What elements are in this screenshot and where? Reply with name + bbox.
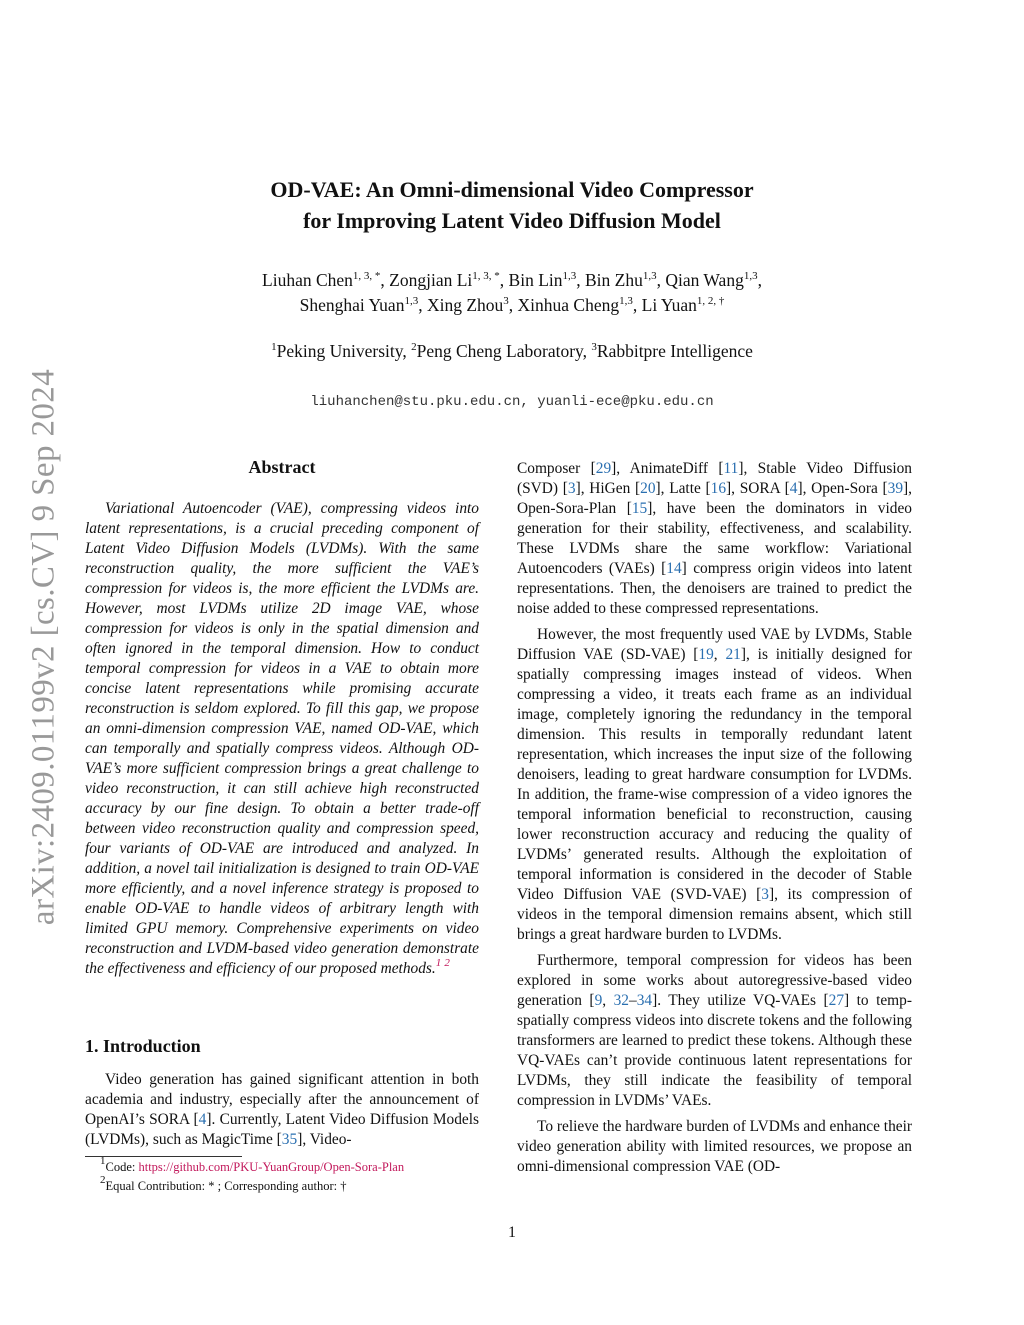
- author-affiliation-mark: 1, 2, †: [696, 295, 725, 307]
- citation-link[interactable]: 9: [594, 992, 603, 1009]
- citation-link[interactable]: 29: [595, 460, 612, 477]
- text-run: ,: [602, 992, 614, 1009]
- text-run: ] compress origin videos into latent representations. Then, the denoisers are trained to predict the noise added to these compressed representations.: [517, 560, 912, 617]
- citation-link[interactable]: 4: [789, 480, 798, 497]
- affiliation-mark: 1: [271, 341, 277, 353]
- footnote-mark: 2: [100, 1174, 106, 1186]
- text-run: ]. Currently, Latent Video Diffusion Models (LVDMs), such as MagicTime [: [85, 1111, 480, 1148]
- text-run: ] to temp-spatially compress videos into discrete tokens and the following transformers are learned to predict these tokens. Although these VQ-VAEs can’t provide continuous latent representations for LVDMs, they still indicate the feasibility of temporal compression in LVDMs’ VAEs.: [517, 992, 912, 1109]
- citation-link[interactable]: 15: [631, 500, 648, 517]
- text-run: Video generation has gained significant attention in both academia and industry, especially after the announcement of OpenAI’s SORA [: [85, 1071, 479, 1128]
- author-name: Zongjian Li: [389, 270, 473, 290]
- text-run: However, the most frequently used VAE by LVDMs, Stable Diffusion VAE (SD-VAE) [: [517, 626, 912, 663]
- affiliation-name: Peng Cheng Laboratory: [416, 341, 583, 361]
- footnote-rule: [85, 1156, 242, 1157]
- abstract-heading: Abstract: [248, 457, 316, 477]
- body-paragraph: [517, 1117, 912, 1177]
- abstract-text: Variational Autoencoder (VAE), compressing videos into latent representations, is a crucial preceding component of Latent Video Diffusion Models (LVDMs). With the same reconstruction quality, the more sufficient the VAE’s compression for videos is, the more efficient the LVDMs are. However, most LVDMs utilize 2D image VAE, whose compression for videos is only in the spatial dimension and often ignored in the temporal dimension. How to conduct temporal compression for videos in a VAE to obtain more concise latent representations while promising accurate reconstruction is seldom explored. To fill this gap, we propose an omni-dimension compression VAE, named OD-VAE, which can temporally and spatially compress videos. Although OD-VAE’s more sufficient compression brings a great challenge to video reconstruction, it can still achieve high reconstructed accuracy by our fine design. To obtain a better trade-off between video reconstruction quality and compression speed, four variants of OD-VAE are introduced and analyzed. In addition, a novel tail initialization is designed to train OD-VAE more efficiently, and a novel inference strategy is proposed to enable OD-VAE to handle videos of arbitrary length with limited GPU memory. Comprehensive experiments on video reconstruction and LVDM-based video generation demonstrate the effectiveness and efficiency of our proposed methods.: [85, 500, 479, 977]
- text-run: ], Video-: [297, 1131, 352, 1148]
- text-run: ]. They utilize VQ-VAEs [: [652, 992, 829, 1009]
- text-run: ], Open-Sora-Plan [: [517, 480, 913, 517]
- citation-link[interactable]: 32: [613, 992, 629, 1009]
- title-line-1: OD-VAE: An Omni-dimensional Video Compressor: [270, 177, 754, 202]
- citation-link[interactable]: 21: [725, 646, 741, 663]
- citation-link[interactable]: 16: [710, 480, 727, 497]
- affiliation-name: Peking University: [276, 341, 403, 361]
- author-line-2: Shenghai Yuan$^{1,3}$, Xing Zhou$^3$, Xinhua Cheng$^{1,3}$, Li Yuan$^{1, 2, \dagger}$: [299, 295, 725, 315]
- text-run: ], have been the dominators in video generation for their stability, effectiveness, and scalability. These LVDMs share the same workflow: Variational Autoencoders (VAEs) [: [517, 500, 912, 577]
- abstract-footnote-mark-1[interactable]: 1: [435, 957, 442, 969]
- author-affiliation-mark: 1,3: [743, 270, 758, 282]
- text-run: Composer [: [517, 460, 596, 477]
- text-run: ], is initially designed for spatially compressing images instead of videos. When compressing a video, it treats each frame as an individual image, completely ignoring the redundancy in the temporal dimension. This results in temporally redundant latent representation, which increases the input size of the following denoisers, leading to great hardware consumption for LVDMs. In addition, the frame-wise compression of a video ignores the temporal information beneficial to reconstruction, causing lower reconstruction accuracy and reducing the quality of LVDMs’ generated results. Although the exploitation of temporal information is considered in the decoder of Stable Video Diffusion VAE (SVD-VAE) [: [517, 646, 912, 903]
- introduction-heading: 1. Introduction: [85, 1036, 201, 1056]
- abstract-footnote-mark-2[interactable]: 2: [444, 957, 450, 969]
- citation-link[interactable]: 3: [567, 480, 576, 497]
- arxiv-identifier: arXiv:2409.01199v2 [cs.CV] 9 Sep 2024: [25, 368, 62, 926]
- author-name: Xing Zhou: [426, 295, 504, 315]
- title-line-2: for Improving Latent Video Diffusion Model: [303, 208, 721, 233]
- author-line-1: Liuhan Chen$^{1, 3, *}$, Zongjian $Li^{1, 3, *}$, Bin Lin$^{1,3}$, Bin Zhu$^{1,3}$, Qian Wang$^{1,3}$,: [262, 270, 762, 290]
- author-name: Shenghai Yuan: [299, 295, 405, 315]
- introduction-paragraph: [85, 1070, 479, 1150]
- citation-link[interactable]: 35: [281, 1131, 298, 1148]
- citation-link[interactable]: 19: [698, 646, 714, 663]
- affiliation-name: Rabbitpre Intelligence: [596, 341, 753, 361]
- citation-link[interactable]: 3: [761, 886, 769, 903]
- author-name: Liuhan Chen: [262, 270, 353, 290]
- author-emails: liuhanchen@stu.pku.edu.cn, yuanli-ece@pku.edu.cn: [310, 394, 714, 410]
- author-affiliation-mark: 1, 3, *: [352, 270, 381, 282]
- citation-link[interactable]: 4: [198, 1111, 207, 1128]
- author-name: Li Yuan: [641, 295, 697, 315]
- page-number: 1: [508, 1224, 516, 1241]
- affiliations: $^1$Peking University, $^2$Peng Cheng Laboratory, $^3$Rabbitpre Intelligence: [271, 341, 753, 361]
- abstract-body: [85, 499, 479, 979]
- text-run: ], AnimateDiff [: [611, 460, 724, 477]
- text-run: ,: [713, 646, 726, 663]
- text-run: To relieve the hardware burden of LVDMs and enhance their video generation ability with limited resources, we propose an omni-dimensional compression VAE (OD-: [517, 1118, 912, 1175]
- affiliation-mark: 2: [411, 341, 417, 353]
- citation-link[interactable]: 11: [723, 460, 739, 477]
- text-run: Furthermore, temporal compression for videos has been explored in some works about autoregressive-based video generation [: [517, 952, 912, 1009]
- text-run: ], Stable Video Diffusion (SVD) [: [517, 460, 912, 497]
- affiliation-mark: 3: [591, 341, 597, 353]
- footnote-label: Equal Contribution: * ; Corresponding author: †: [105, 1179, 347, 1193]
- author-name: Xinhua Cheng: [517, 295, 620, 315]
- right-column: [517, 459, 912, 1177]
- author-affiliation-mark: 1,3: [404, 295, 419, 307]
- citation-link[interactable]: 20: [640, 480, 656, 497]
- footnote-1: [100, 1155, 405, 1175]
- code-link[interactable]: https://github.com/PKU-YuanGroup/Open-Sora-Plan: [138, 1160, 405, 1174]
- author-affiliation-mark: 3: [503, 295, 509, 307]
- body-paragraph: [517, 951, 912, 1111]
- text-run: ], Latte [: [655, 480, 711, 497]
- author-affiliation-mark: 1,3: [562, 270, 577, 282]
- text-run: ], HiGen [: [575, 480, 641, 497]
- author-name: Qian Wang: [665, 270, 744, 290]
- footnote-2: [100, 1174, 347, 1194]
- author-name: Bin Lin: [508, 270, 563, 290]
- text-run: ], its compression of videos in the temporal dimension remains absent, which still brings a great hardware burden to LVDMs.: [517, 886, 912, 943]
- body-paragraph: [517, 625, 912, 945]
- author-list: [0, 268, 1024, 318]
- author-name: Bin Zhu: [585, 270, 643, 290]
- text-run: ], Open-Sora [: [797, 480, 888, 497]
- citation-link[interactable]: 14: [666, 560, 682, 577]
- citation-link[interactable]: 34: [636, 992, 653, 1009]
- text-run: ], SORA [: [726, 480, 790, 497]
- footnote-mark: 1: [100, 1155, 106, 1167]
- author-affiliation-mark: 1,3: [619, 295, 633, 307]
- citation-link[interactable]: 39: [887, 480, 904, 497]
- body-paragraph: [517, 459, 912, 619]
- citation-link[interactable]: 27: [828, 992, 845, 1009]
- author-affiliation-mark: 1,3: [642, 270, 657, 282]
- author-affiliation-mark: 1, 3, *: [472, 270, 500, 282]
- paper-title: [0, 174, 1024, 236]
- footnote-label: Code:: [105, 1160, 139, 1174]
- text-run: –: [628, 992, 637, 1009]
